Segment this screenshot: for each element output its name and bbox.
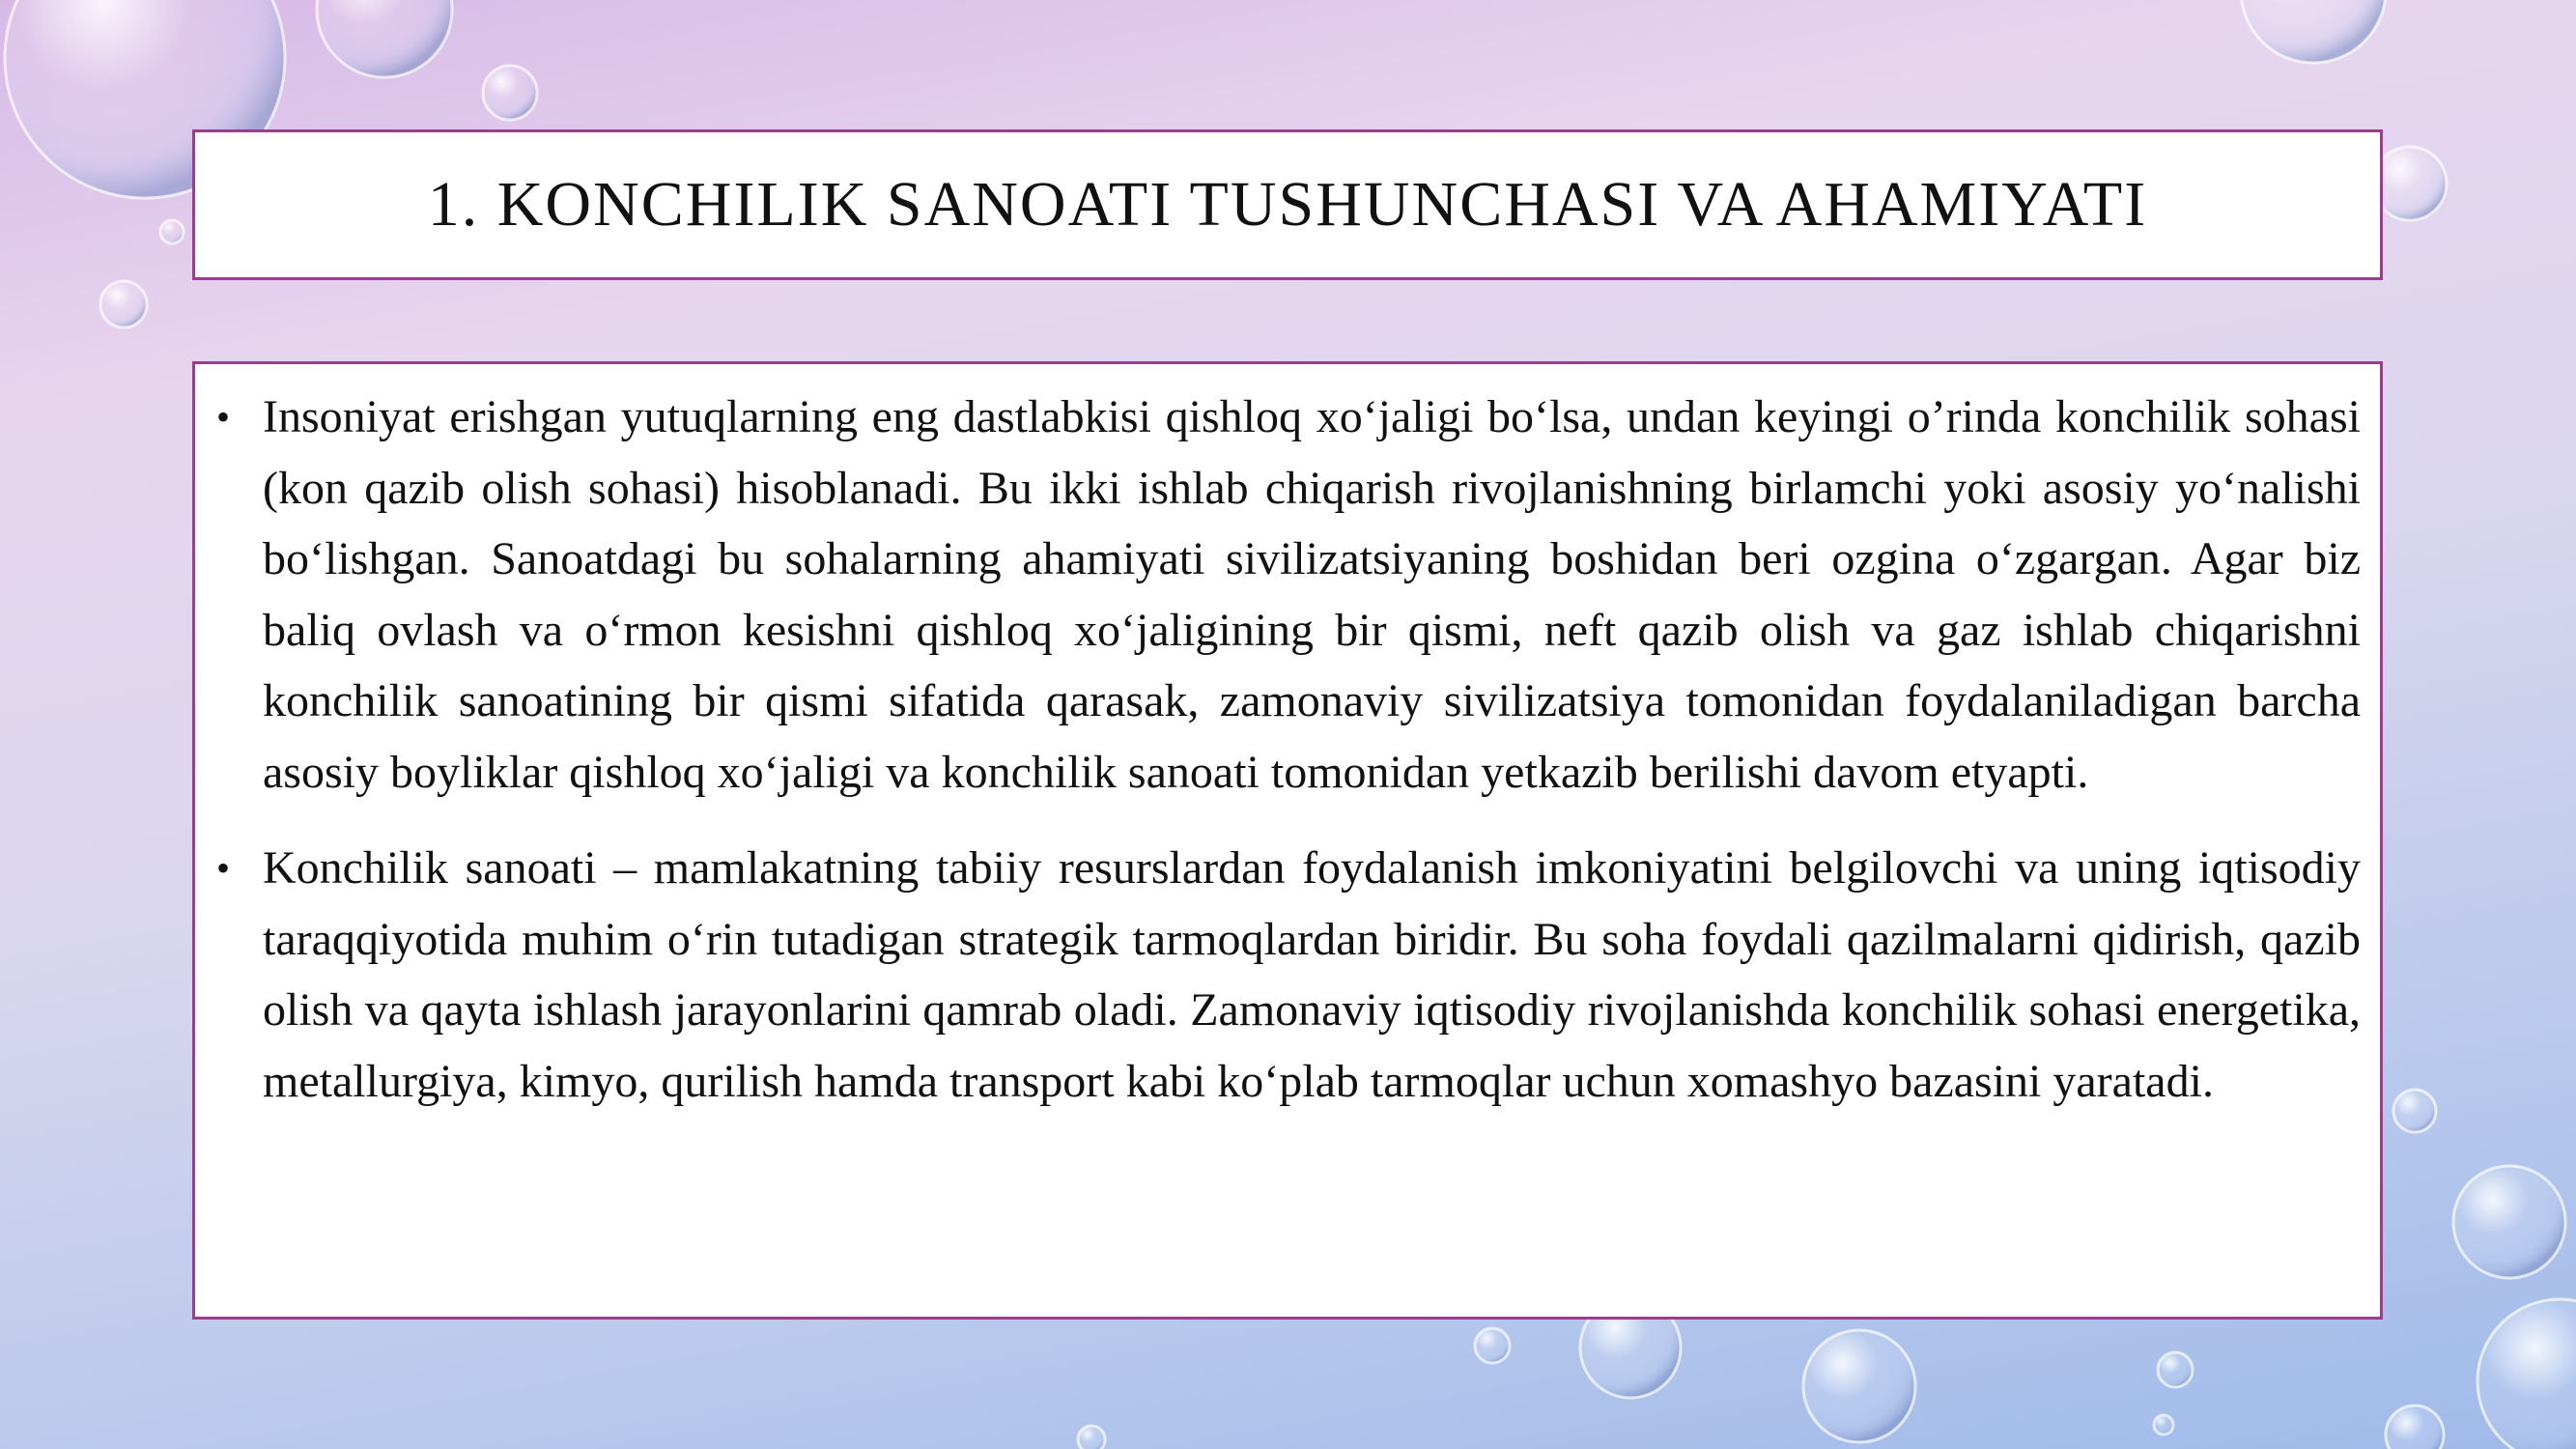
- bullet-marker: •: [216, 395, 231, 439]
- title-box: [192, 129, 2383, 280]
- bullet-item: [214, 382, 2361, 808]
- slide-title: 1. KONCHILIK SANOATI TUSHUNCHASI VA AHAMIYATI: [427, 169, 2148, 240]
- content-box: [192, 361, 2383, 1320]
- bullet-item: [214, 833, 2361, 1117]
- bullet-paragraph: Konchilik sanoati – mamlakatning tabiiy resurslardan foydalanish imkoniyatini belgilovchi va uning iqtisodiy taraqqiyotida muhim o‘rin tutadigan strategik tarmoqlardan biridir. Bu soha foydali qazilmalarni qidirish, qazib olish va qayta ishlash jarayonlarini qamrab oladi. Zamonaviy iqtisodiy rivojlanishda konchilik sohasi energetika, metallurgiya, kimyo, qurilish hamda transport kabi ko‘plab tarmoqlar uchun xomashyo bazasini yaratadi.: [263, 842, 2361, 1107]
- bullet-marker: •: [216, 846, 231, 890]
- bullet-paragraph: Insoniyat erishgan yutuqlarning eng dastlabkisi qishloq xo‘jaligi bo‘lsa, undan keyingi o’rinda konchilik sohasi (kon qazib olish sohasi) hisoblanadi. Bu ikki ishlab chiqarish rivojlanishning birlamchi yoki asosiy yo‘nalishi bo‘lishgan. Sanoatdagi bu sohalarning ahamiyati sivilizatsiyaning boshidan beri ozgina o‘zgargan. Agar biz baliq ovlash va o‘rmon kesishni qishloq xo‘jaligining bir qismi, neft qazib olish va gaz ishlab chiqarishni konchilik sanoatining bir qismi sifatida qarasak, zamonaviy sivilizatsiya tomonidan foydalaniladigan barcha asosiy boyliklar qishloq xo‘jaligi va konchilik sanoati tomonidan yetkazib berilishi davom etyapti.: [263, 391, 2361, 798]
